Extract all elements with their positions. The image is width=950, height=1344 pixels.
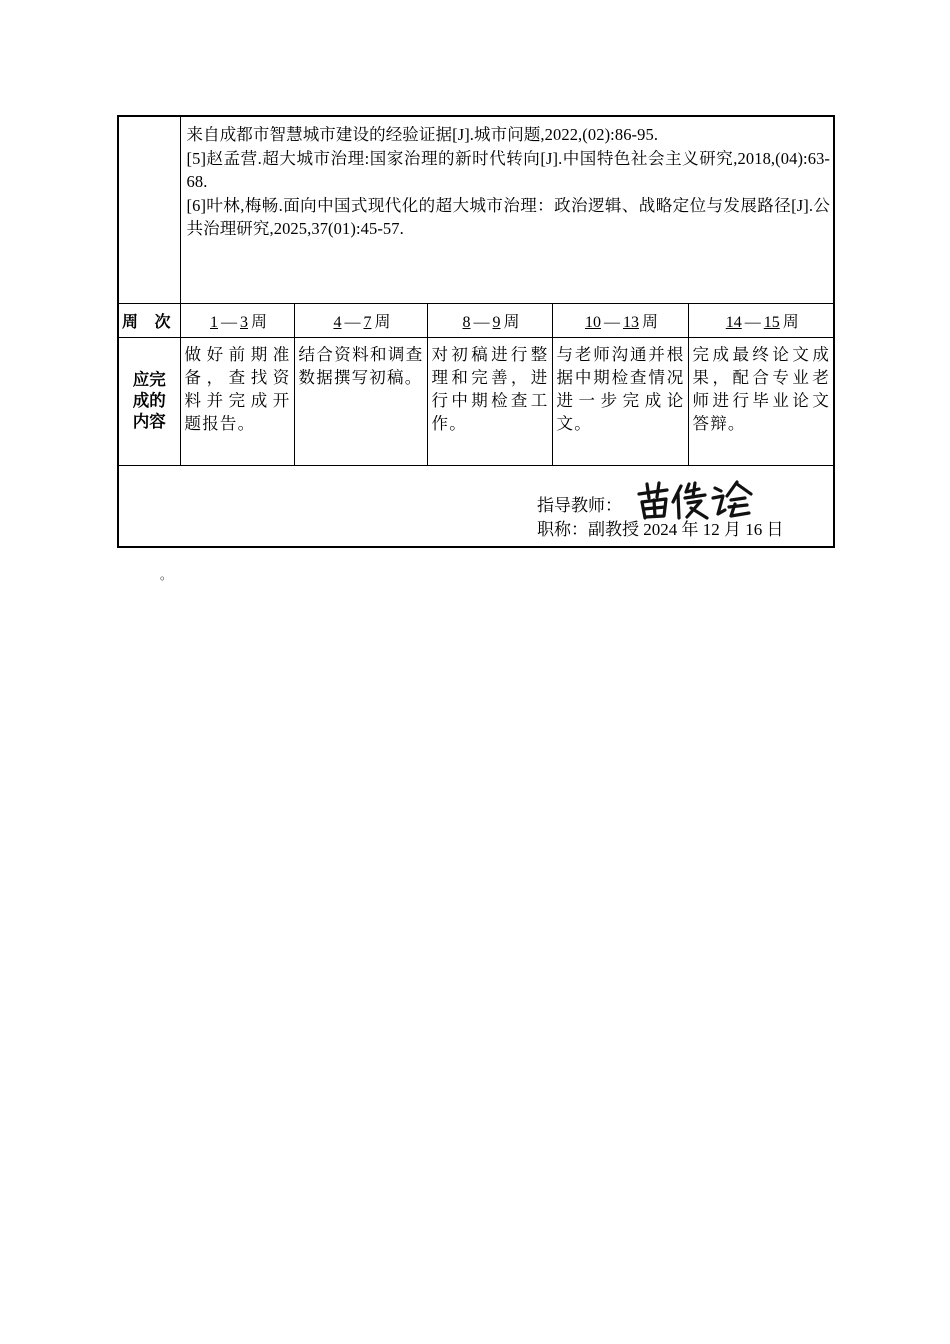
week-start: 8 bbox=[462, 314, 471, 331]
task-form-table bbox=[117, 115, 835, 548]
title-date-line: 职称：副教授 2024 年 12 月 16 日 bbox=[537, 520, 784, 539]
content-row bbox=[118, 338, 834, 466]
references-label-cell bbox=[118, 116, 180, 304]
week-end: 13 bbox=[622, 314, 639, 331]
week-end: 3 bbox=[239, 314, 248, 331]
week-end: 15 bbox=[763, 314, 780, 331]
week-range: 1 — 3 周 bbox=[180, 304, 294, 338]
week-content: 做好前期准备，查找资料并完成开题报告。 bbox=[180, 338, 294, 466]
week-start: 10 bbox=[584, 314, 601, 331]
week-content: 完成最终论文成果，配合专业老师进行毕业论文答辩。 bbox=[688, 338, 834, 466]
week-content: 结合资料和调查数据撰写初稿。 bbox=[294, 338, 427, 466]
handwritten-signature bbox=[633, 480, 757, 522]
week-end: 7 bbox=[363, 314, 372, 331]
week-start: 1 bbox=[209, 314, 218, 331]
footnote-mark: 。 bbox=[160, 568, 173, 582]
week-range: 4 — 7 周 bbox=[294, 304, 427, 338]
week-range: 8 — 9 周 bbox=[427, 304, 552, 338]
content-label: 应完成的内容 bbox=[118, 338, 180, 466]
week-start: 14 bbox=[725, 314, 742, 331]
week-row bbox=[118, 304, 834, 338]
advisor-label: 指导教师： bbox=[537, 496, 622, 515]
signature-row bbox=[118, 466, 834, 548]
week-range: 10 — 13 周 bbox=[552, 304, 688, 338]
signature-cell bbox=[118, 466, 834, 548]
references-row bbox=[118, 116, 834, 304]
week-range: 14 — 15 周 bbox=[688, 304, 834, 338]
week-end: 9 bbox=[492, 314, 501, 331]
week-content: 与老师沟通并根据中期检查情况进一步完成论文。 bbox=[552, 338, 688, 466]
signature-block bbox=[537, 494, 784, 542]
reference-item: 来自成都市智慧城市建设的经验证据[J].城市问题,2022,(02):86-95. bbox=[186, 125, 659, 144]
reference-item: [6]叶林,梅畅.面向中国式现代化的超大城市治理：政治逻辑、战略定位与发展路径[J].公共治理研究,2025,37(01):45-57. bbox=[186, 195, 831, 238]
advisor-line bbox=[537, 494, 784, 518]
week-label: 周 次 bbox=[118, 304, 180, 338]
references-cell bbox=[180, 116, 834, 304]
week-start: 4 bbox=[333, 314, 342, 331]
week-content: 对初稿进行整理和完善，进行中期检查工作。 bbox=[427, 338, 552, 466]
reference-item: [5]赵孟营.超大城市治理:国家治理的新时代转向[J].中国特色社会主义研究,2018,(04):63-68. bbox=[186, 148, 831, 191]
